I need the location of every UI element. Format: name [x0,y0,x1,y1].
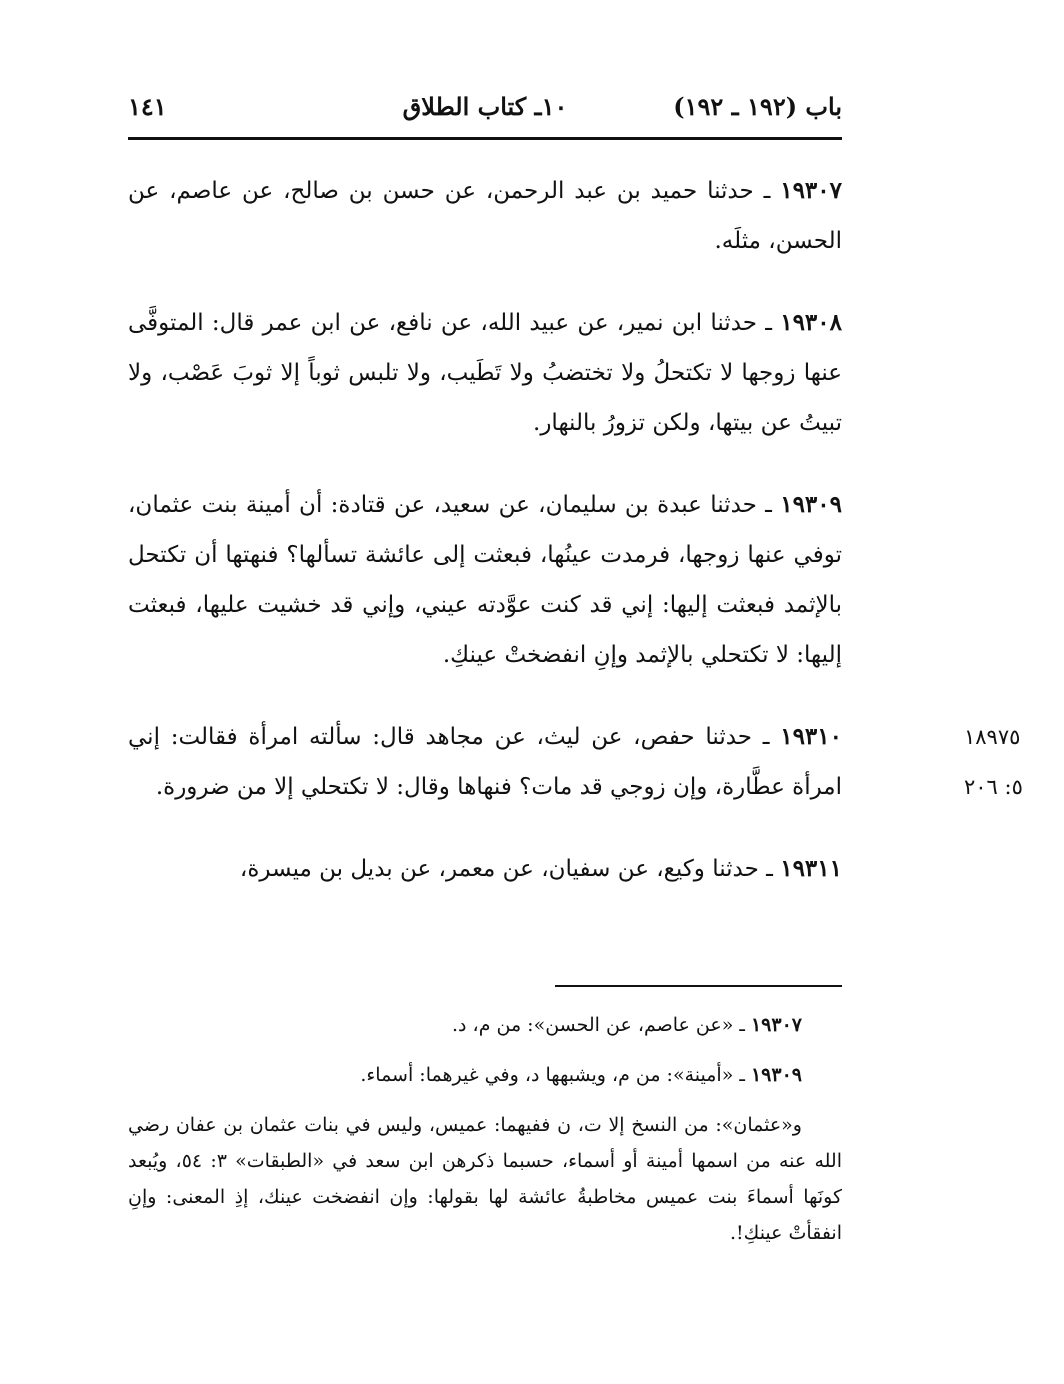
hadith-text: ـ حدثنا ابن نمير، عن عبيد الله، عن نافع، عن ابن عمر قال: المتوفَّى عنها زوجها لا تكتحلُ ولا تختضبُ ولا تَطَيب، ولا تلبس ثوباً إلا ثوبَ عَصْب، ولا تبيتُ عن بيتها، ولكن تزورُ بالنهار. [128,310,842,436]
hadith-number: ١٩٣١١ [780,855,842,882]
footnote-text: و«عثمان»: من النسخ إلا ت، ن ففيهما: عميس، وليس في بنات عثمان بن عفان رضي الله عنه من اسمها أمينة أو أسماء، حسبما ذكرهن ابن سعد في «الطبقات» ٣: ٥٤، ويُبعد كونَها أسماءَ بنت عميس مخاطبةُ عائشة لها بقولها: وإن انفضخت عينك، إذِ المعنى: وإنِ انفقأتْ عينكِ!. [128,1114,842,1244]
hadith-text: ـ حدثنا حفص، عن ليث، عن مجاهد قال: سألته امرأة فقالت: إني امرأة عطَّارة، وإن زوجي قد مات؟ فنهاها وقال: لا تكتحلي إلا من ضرورة. [128,724,842,800]
footnote-number: ١٩٣٠٧ [750,1014,802,1036]
hadith-paragraph [128,166,842,266]
chapter-title: باب (١٩٢ ـ ١٩٢) [673,92,842,121]
footnote-text: ـ «عن عاصم، عن الحسن»: من م، د. [452,1014,751,1036]
hadith-text: ـ حدثنا عبدة بن سليمان، عن سعيد، عن قتادة: أن أمينة بنت عثمان، توفي عنها زوجها، فرمدت عينُها، فبعثت إلى عائشة تسألها؟ فنهتها أن تكتحل بالإثمد فبعثت إليها: إني قد كنت عوَّدته عيني، وإني قد خشيت عليها، فبعثت إليها: لا تكتحلي بالإثمد وإنِ انفضختْ عينكِ. [128,492,842,668]
margin-ref: ٥: ٢٠٦ [964,775,1023,799]
hadith-paragraph [128,712,1023,812]
book-title: ١٠ـ كتاب الطلاق [402,92,568,121]
margin-ref: ١٨٩٧٥ [964,725,1021,749]
running-header [128,92,842,132]
page-number: ١٤١ [128,92,167,121]
footnote [128,1007,842,1043]
footnote-text: ـ «أمينة»: من م، ويشبهها د، وفي غيرهما: أسماء. [360,1064,751,1086]
hadith-number: ١٩٣٠٩ [780,491,842,518]
hadith-number: ١٩٣٠٨ [780,309,842,336]
hadith-number: ١٩٣١٠ [780,723,842,750]
hadith-number: ١٩٣٠٧ [780,177,842,204]
footnote-continuation [128,1107,842,1251]
footnote-rule [555,985,842,987]
footnote [128,1057,842,1093]
margin-references [964,712,1064,812]
header-rule [128,137,842,140]
hadith-paragraph [128,480,842,680]
hadith-text: ـ حدثنا حميد بن عبد الرحمن، عن حسن بن صالح، عن عاصم، عن الحسن، مثلَه. [128,178,842,254]
hadith-paragraph [128,298,842,448]
main-text [128,166,1023,926]
footnote-number: ١٩٣٠٩ [750,1064,802,1086]
hadith-paragraph [128,844,842,894]
footnotes [128,1007,842,1265]
hadith-text: ـ حدثنا وكيع، عن سفيان، عن معمر، عن بديل بن ميسرة، [239,856,781,882]
